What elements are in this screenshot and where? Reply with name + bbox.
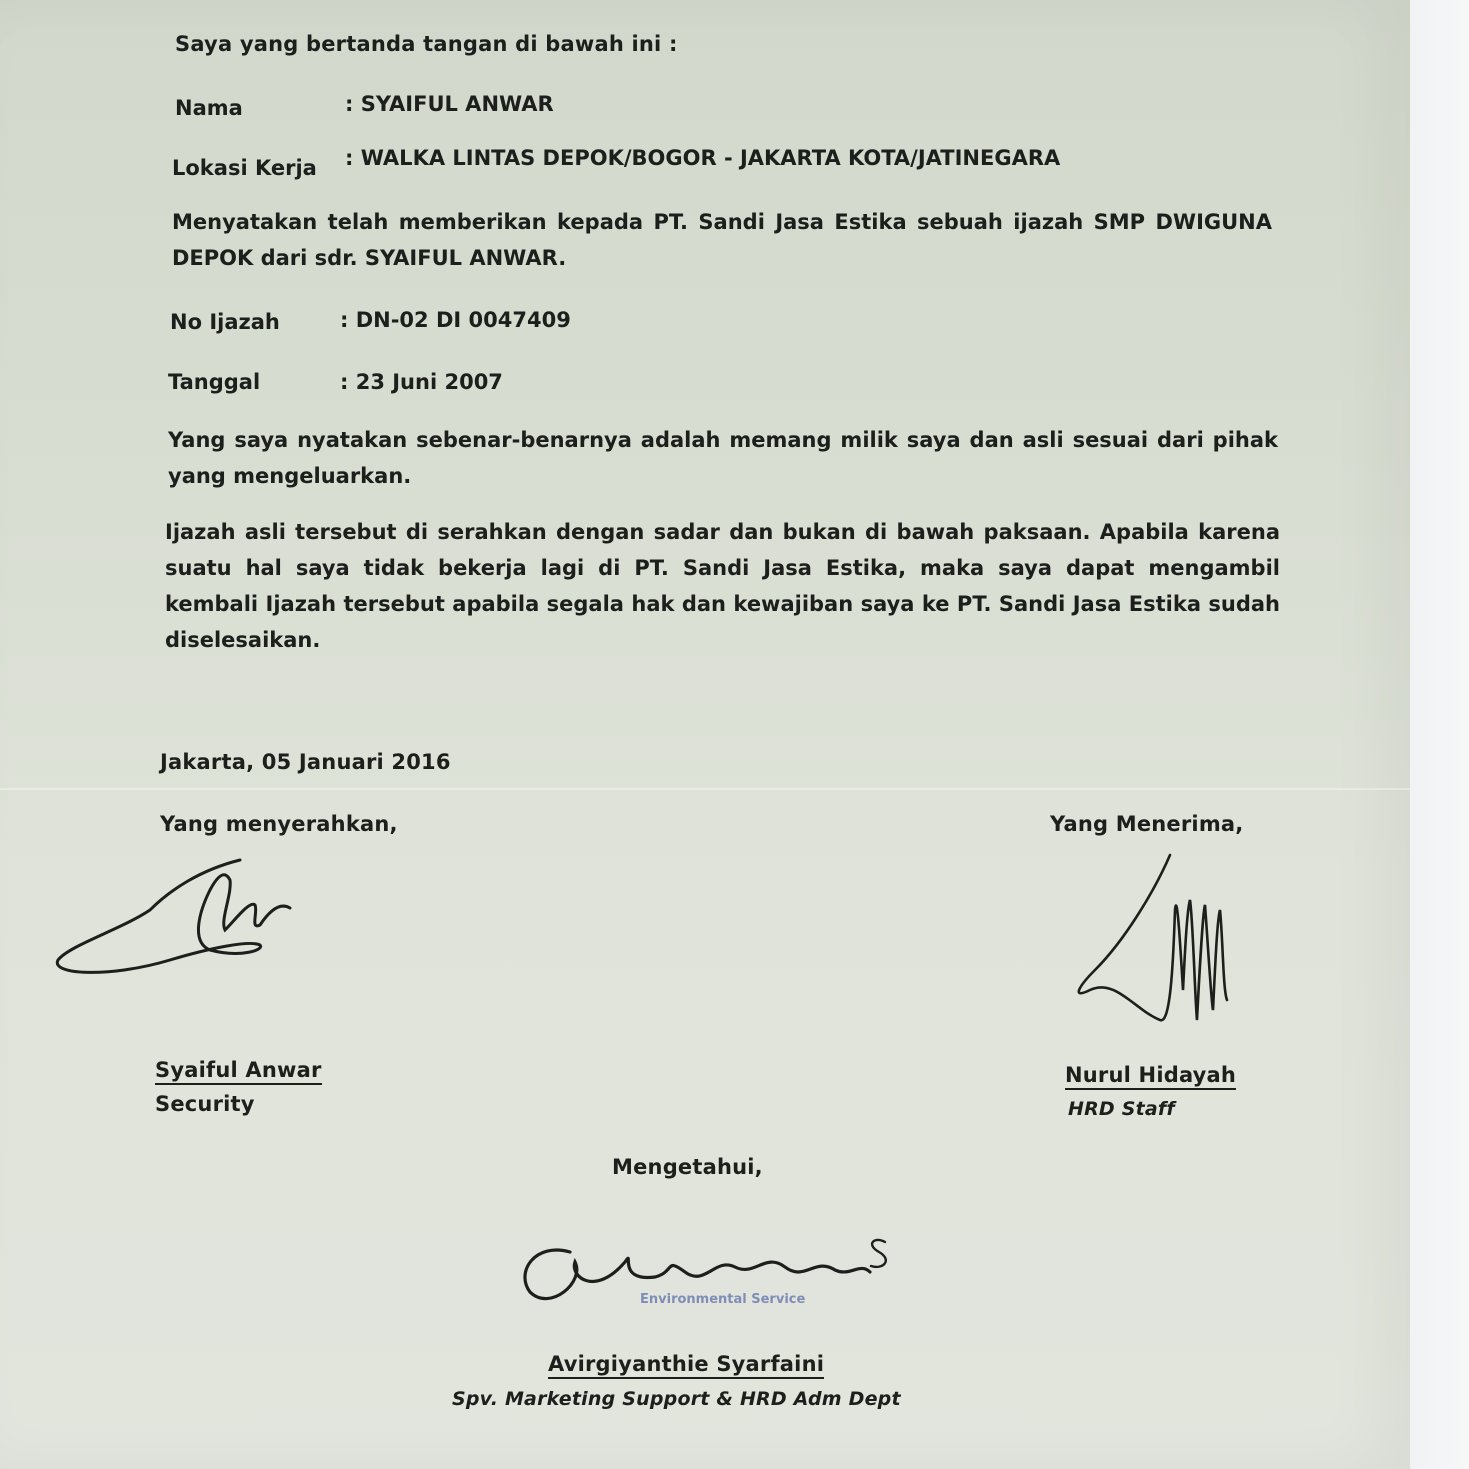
nama-value: : SYAIFUL ANWAR	[345, 92, 554, 116]
intro-line: Saya yang bertanda tangan di bawah ini :	[175, 32, 678, 56]
background-surface	[1410, 0, 1469, 1469]
giver-name: Syaiful Anwar	[155, 1058, 322, 1085]
witness-name: Avirgiyanthie Syarfaini	[548, 1352, 824, 1379]
tanggal-label: Tanggal	[168, 370, 261, 394]
ijazah-no-value: : DN-02 DI 0047409	[340, 308, 571, 332]
stamp-text: Environmental Service	[640, 1292, 806, 1307]
place-date: Jakarta, 05 Januari 2016	[160, 750, 451, 774]
ijazah-no-label: No Ijazah	[170, 310, 280, 334]
receiver-signature	[1065, 850, 1245, 1050]
tanggal-value: : 23 Juni 2007	[340, 370, 503, 394]
nama-label: Nama	[175, 96, 243, 120]
receiver-role: HRD Staff	[1068, 1098, 1175, 1120]
witness-signature	[515, 1222, 905, 1322]
lokasi-label: Lokasi Kerja	[172, 156, 317, 180]
giver-heading: Yang menyerahkan,	[160, 812, 398, 836]
giver-role: Security	[155, 1092, 255, 1116]
paper-fold-line	[0, 788, 1410, 790]
terms-paragraph: Ijazah asli tersebut di serahkan dengan sadar dan bukan di bawah paksaan. Apabila karena suatu hal saya tidak bekerja lagi di PT. Sandi Jasa Estika, maka saya dapat mengambil kembali Ijazah tersebut apabila segala hak dan kewajiban saya ke PT. Sandi Jasa Estika sudah diselesaikan.	[165, 520, 1280, 652]
receiver-heading: Yang Menerima,	[1050, 812, 1244, 836]
witness-heading: Mengetahui,	[612, 1155, 763, 1179]
witness-role: Spv. Marketing Support & HRD Adm Dept	[452, 1388, 901, 1410]
statement-paragraph: Menyatakan telah memberikan kepada PT. Sandi Jasa Estika sebuah ijazah SMP DWIGUNA DEPOK dari sdr. SYAIFUL ANWAR.	[172, 210, 1272, 270]
lokasi-value: : WALKA LINTAS DEPOK/BOGOR - JAKARTA KOTA/JATINEGARA	[345, 146, 1061, 170]
declaration-paragraph: Yang saya nyatakan sebenar-benarnya adalah memang milik saya dan asli sesuai dari pihak yang mengeluarkan.	[168, 428, 1278, 488]
giver-signature	[50, 850, 310, 990]
receiver-name: Nurul Hidayah	[1065, 1063, 1236, 1090]
